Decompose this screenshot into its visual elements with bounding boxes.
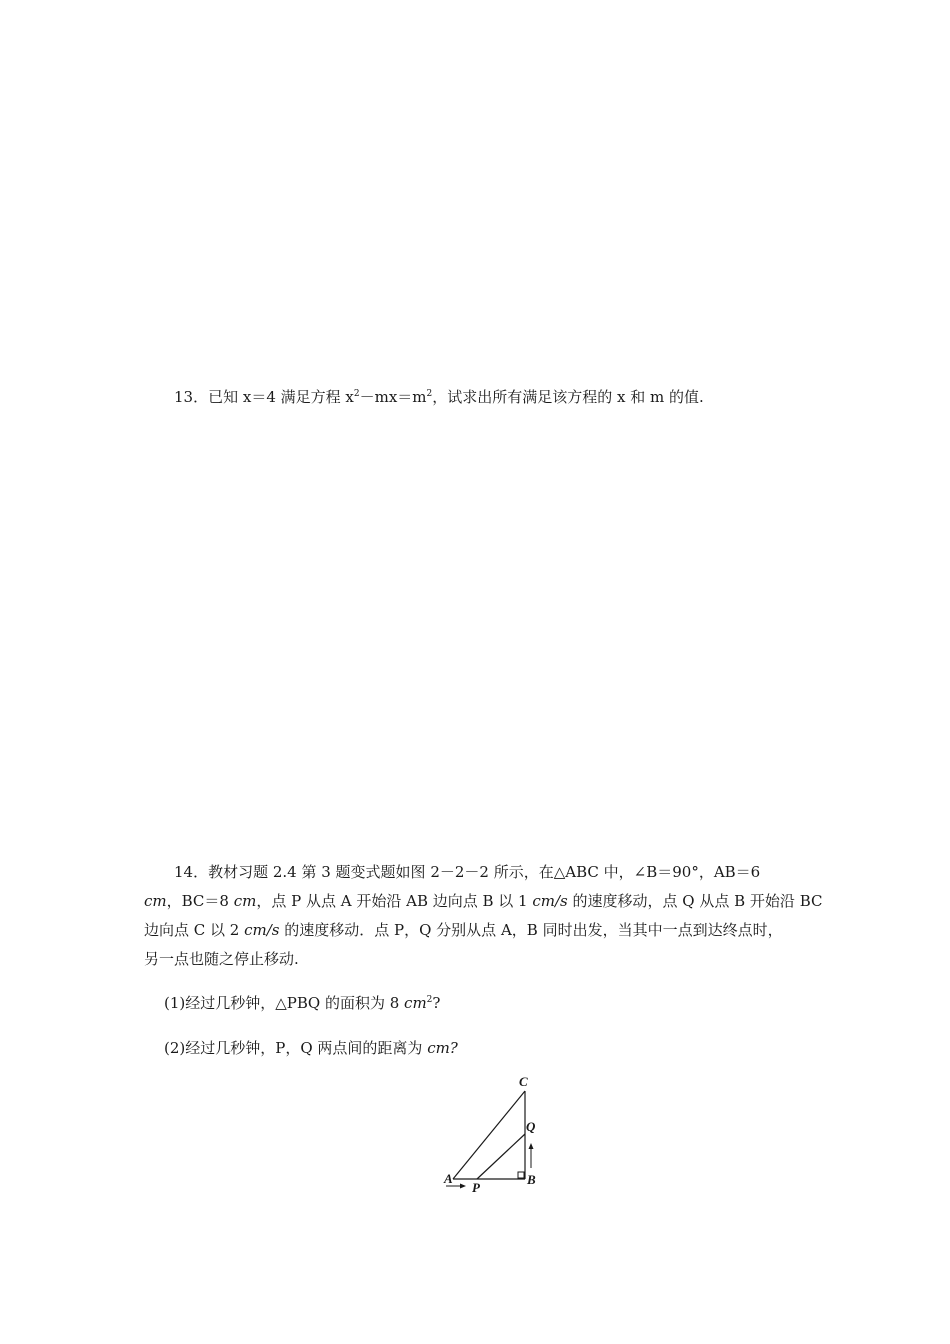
question-14-line-4: 另一点也随之停止移动. [144, 950, 299, 968]
label-c: C [519, 1074, 528, 1089]
unit-speed: cm/s [532, 892, 568, 910]
question-13-text-2: －mx＝m [359, 388, 427, 406]
question-14-line-3-text-a: 边向点 C 以 2 [144, 921, 245, 939]
unit-cm: cm [144, 892, 167, 910]
question-14-line-3-text-c: 的速度移动．点 P，Q 分别从点 A，B 同时出发，当其中一点到达终点时， [279, 921, 783, 939]
question-14-line-1: 14．教材习题 2.4 第 3 题变式题如图 2－2－2 所示，在△ABC 中，∠B＝90°，AB＝6 [174, 863, 761, 881]
question-14-part-1-mark: ? [432, 994, 441, 1012]
question-14-part-2 [164, 1038, 458, 1058]
question-14-part-2-text: (2)经过几秒钟，P，Q 两点间的距离为 [164, 1039, 428, 1057]
question-14-part-1-text: (1)经过几秒钟，△PBQ 的面积为 8 [164, 994, 405, 1012]
label-q: Q [526, 1119, 536, 1134]
label-p: P [472, 1180, 480, 1195]
unit-cm: cm [233, 892, 257, 910]
arrow-q-head [529, 1143, 534, 1149]
label-a: A [444, 1171, 453, 1186]
right-angle-mark [518, 1172, 524, 1178]
triangle-figure [440, 1068, 550, 1198]
question-14-line-2 [144, 891, 822, 911]
label-b: B [527, 1172, 536, 1187]
question-14-part-1 [164, 993, 440, 1013]
question-13 [174, 387, 704, 407]
question-13-number: 13． [174, 388, 209, 406]
question-14-part-1-sup: 2 [426, 995, 433, 1005]
side-ac [453, 1091, 525, 1179]
question-13-text-3: ，试求出所有满足该方程的 x 和 m 的值. [432, 388, 704, 406]
arrow-p-head [460, 1184, 466, 1189]
question-14-line-3 [144, 920, 783, 940]
question-13-sup-1: 2 [353, 389, 360, 399]
unit-cm: cm [404, 994, 427, 1012]
unit-speed: cm/s [244, 921, 280, 939]
question-14-line-2-text-f: 的速度移动，点 Q 从点 B 开始沿 BC [567, 892, 823, 910]
question-14-line-2-text-d: ，点 P 从点 A 开始沿 AB 边向点 B 以 1 [256, 892, 533, 910]
question-13-sup-2: 2 [426, 389, 433, 399]
question-14-line-2-text-b: ，BC＝8 [166, 892, 234, 910]
question-13-text-1: 已知 x＝4 满足方程 x [208, 388, 354, 406]
unit-cm: cm? [427, 1039, 458, 1057]
